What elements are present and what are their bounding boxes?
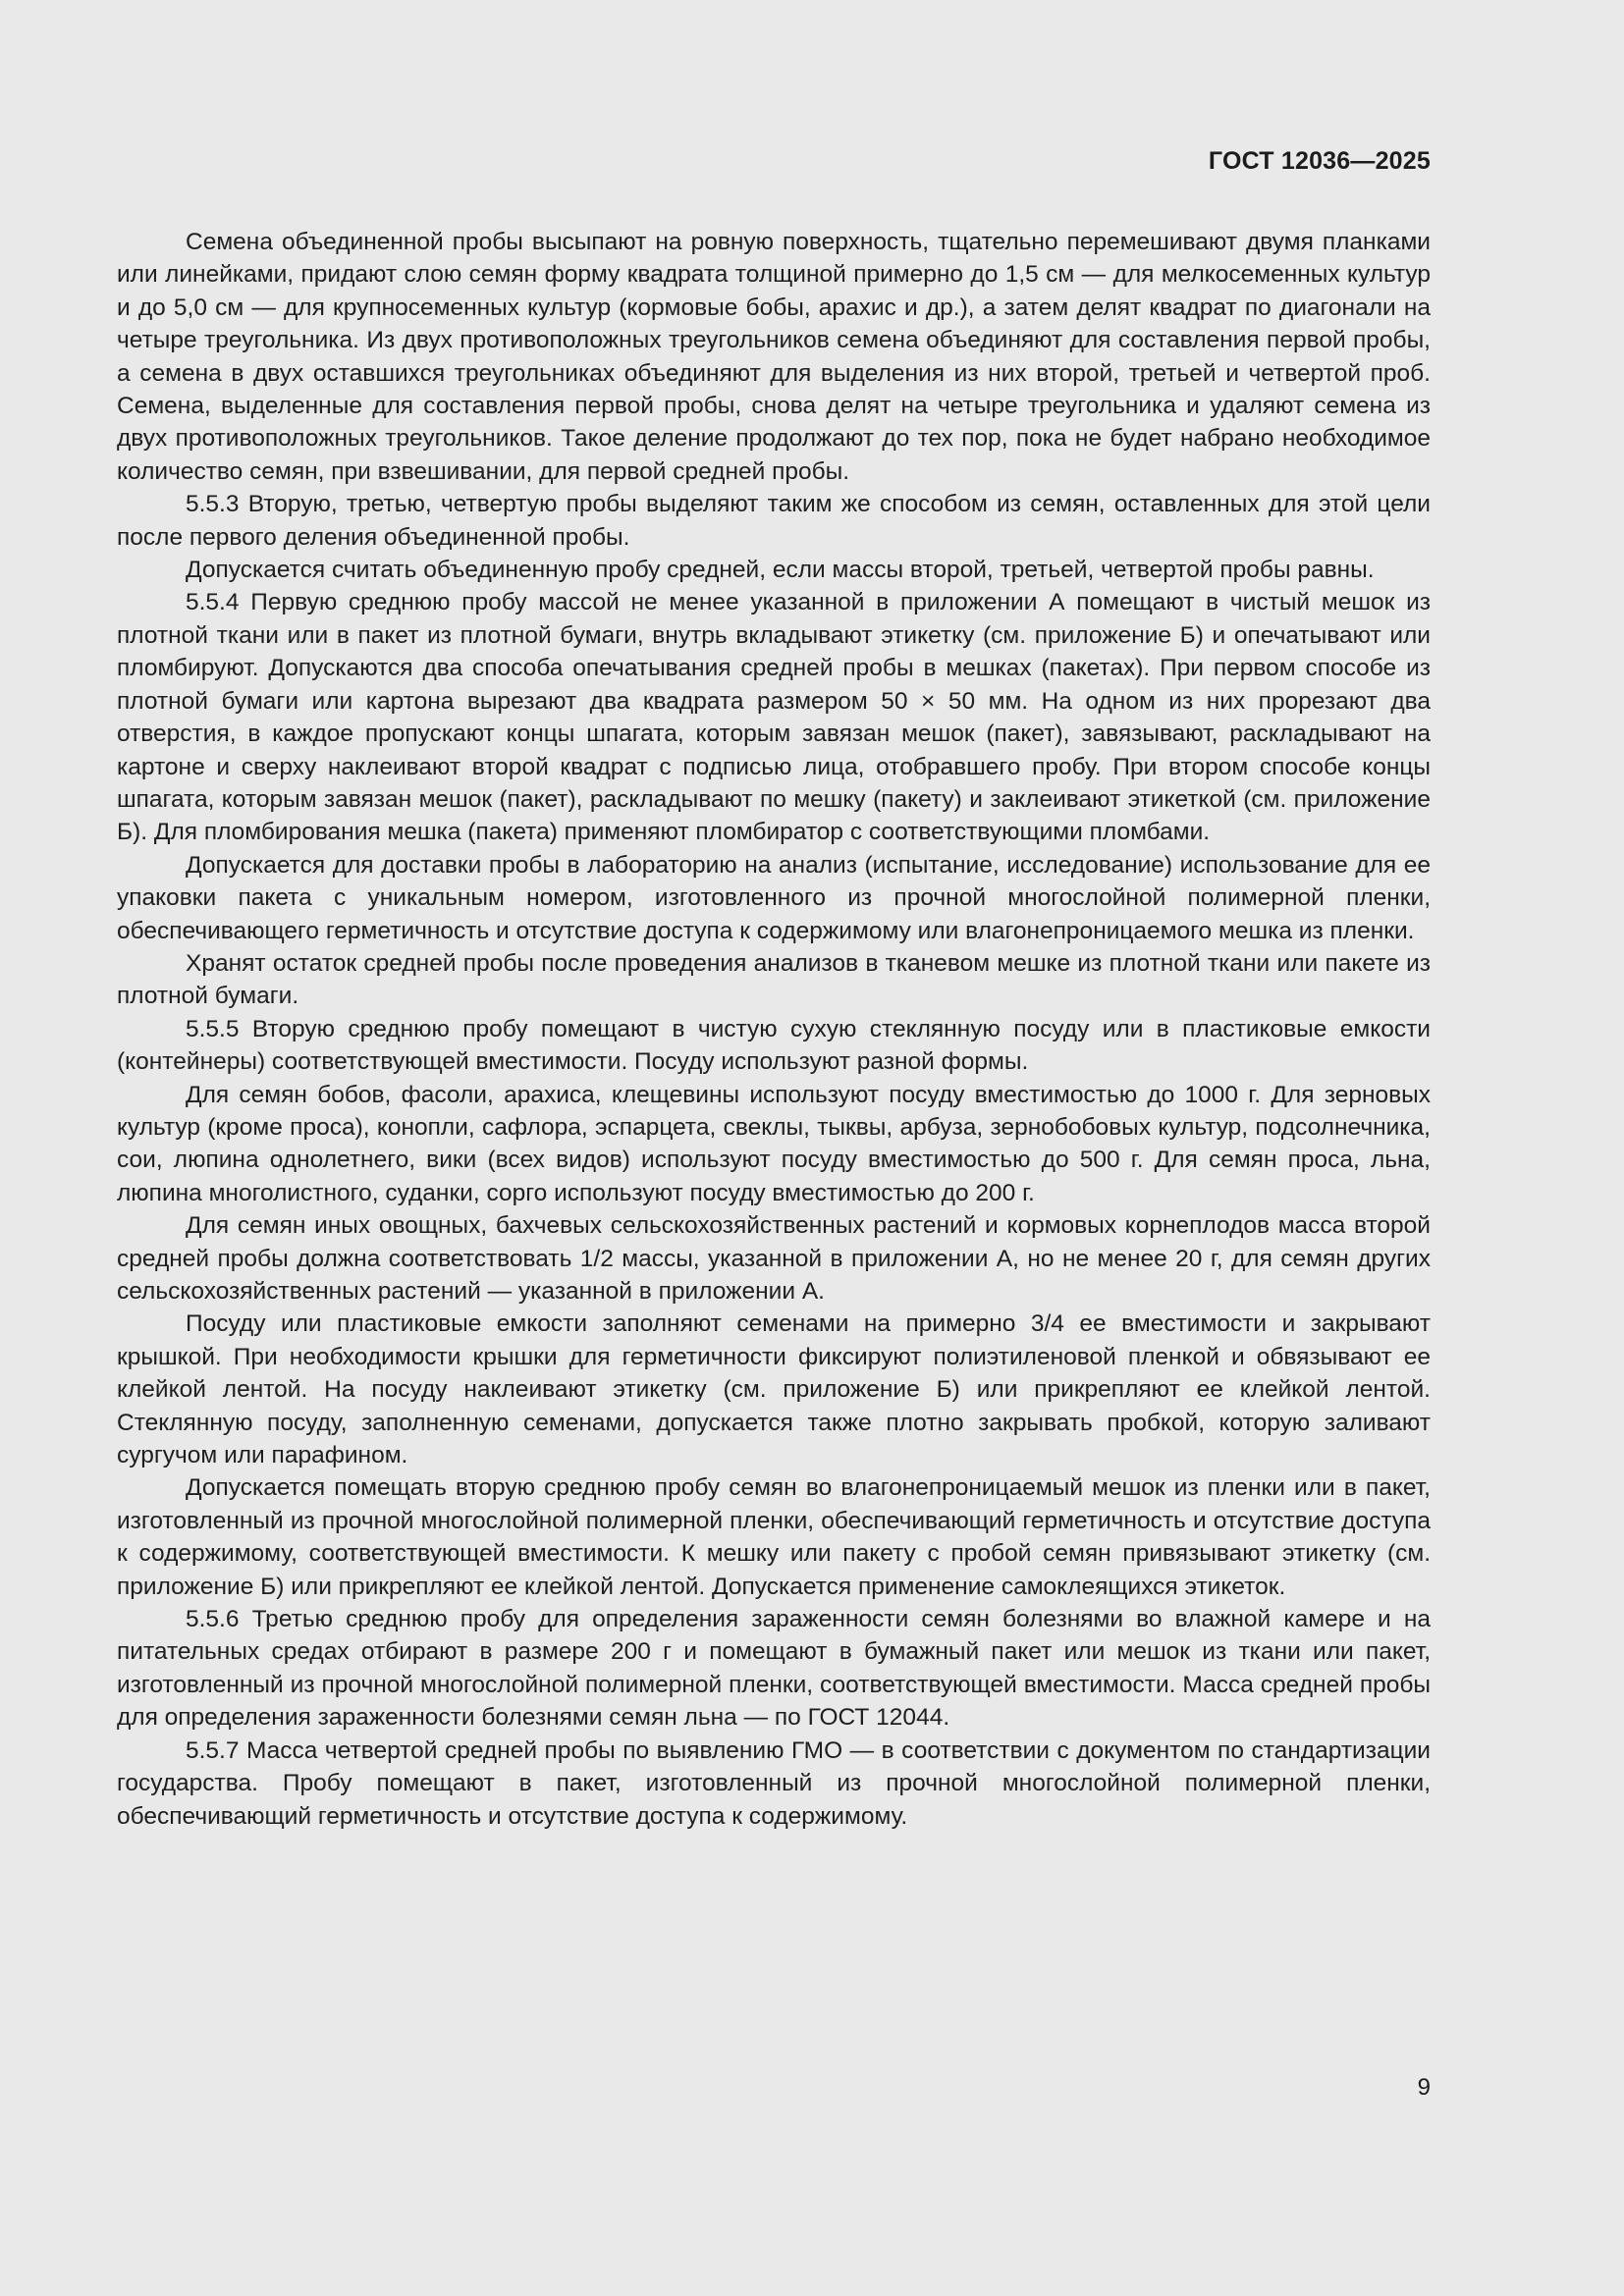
paragraph: 5.5.3 Вторую, третью, четвертую пробы выделяют таким же способом из семян, оставленных для этой цели после первого деления объединенной пробы. [117, 491, 1431, 551]
paragraph: Посуду или пластиковые емкости заполняют семенами на примерно 3/4 ее вместимости и закрывают крышкой. При необходимости крышки для герметичности фиксируют полиэтиленовой пленкой и обвязывают ее клейкой лентой. На посуду наклеивают этикетку (см. приложение Б) или прикрепляют ее клейкой лентой. Стеклянную посуду, заполненную семенами, допускается также плотно закрывать пробкой, которую заливают сургучом или парафином. [117, 1310, 1431, 1469]
paragraph: Допускается помещать вторую среднюю пробу семян во влагонепроницаемый мешок из пленки или в пакет, изготовленный из прочной многослойной полимерной пленки, обеспечивающий герметичность и отсутствие доступа к содержимому, соответствующей вместимости. К мешку или пакету с пробой семян привязывают этикетку (см. приложение Б) или прикрепляют ее клейкой лентой. Допускается применение самоклеящихся этикеток. [117, 1474, 1431, 1600]
paragraph: Хранят остаток средней пробы после проведения анализов в тканевом мешке из плотной ткани или пакете из плотной бумаги. [117, 949, 1431, 1010]
body-text [117, 226, 1431, 1833]
paragraph: 5.5.6 Третью среднюю пробу для определения зараженности семян болезнями во влажной камере и на питательных средах отбирают в размере 200 г и помещают в бумажный пакет или мешок из ткани или пакет, изготовленный из прочной многослойной полимерной пленки, соответствующей вместимости. Масса средней пробы для определения зараженности болезнями семян льна — по ГОСТ 12044. [117, 1606, 1431, 1732]
paragraph: 5.5.4 Первую среднюю пробу массой не менее указанной в приложении А помещают в чистый мешок из плотной ткани или в пакет из плотной бумаги, внутрь вкладывают этикетку (см. приложение Б) и опечатывают или пломбируют. Допускаются два способа опечатывания средней пробы в мешках (пакетах). При первом способе из плотной бумаги или картона вырезают два квадрата размером 50 × 50 мм. На одном из них прорезают два отверстия, в каждое пропускают концы шпагата, которым завязан мешок (пакет), завязывают, раскладывают на картоне и сверху наклеивают второй квадрат с подписью лица, отобравшего пробу. При втором способе концы шпагата, которым завязан мешок (пакет), раскладывают по мешку (пакету) и заклеивают этикеткой (см. приложение Б). Для пломбирования мешка (пакета) применяют пломбиратор с соответствующими пломбами. [117, 589, 1431, 846]
paragraph: Для семян иных овощных, бахчевых сельскохозяйственных растений и кормовых корнеплодов масса второй средней пробы должна соответствовать 1/2 массы, указанной в приложении А, но не менее 20 г, для семян других сельскохозяйственных растений — указанной в приложении А. [117, 1212, 1431, 1305]
paragraph: 5.5.5 Вторую среднюю пробу помещают в чистую сухую стеклянную посуду или в пластиковые емкости (контейнеры) соответствующей вместимости. Посуду используют разной формы. [117, 1015, 1431, 1076]
paragraph: Семена объединенной пробы высыпают на ровную поверхность, тщательно перемешивают двумя планками или линейками, придают слою семян форму квадрата толщиной примерно до 1,5 см — для мелкосеменных культур и до 5,0 см — для крупносеменных культур (кормовые бобы, арахис и др.), а затем делят квадрат по диагонали на четыре треугольника. Из двух противоположных треугольников семена объединяют для составления первой пробы, а семена в двух оставшихся треугольниках объединяют для выделения из них второй, третьей и четвертой проб. Семена, выделенные для составления первой пробы, снова делят на четыре треугольника и удаляют семена из двух противоположных треугольников. Такое деление продолжают до тех пор, пока не будет набрано необходимое количество семян, при взвешивании, для первой средней пробы. [117, 229, 1431, 485]
paragraph: 5.5.7 Масса четвертой средней пробы по выявлению ГМО — в соответствии с документом по стандартизации государства. Пробу помещают в пакет, изготовленный из прочной многослойной полимерной пленки, обеспечивающий герметичность и отсутствие доступа к содержимому. [117, 1736, 1431, 1830]
page-number: 9 [1417, 2074, 1431, 2101]
paragraph: Допускается для доставки пробы в лабораторию на анализ (испытание, исследование) использование для ее упаковки пакета с уникальным номером, изготовленного из прочной многослойной полимерной пленки, обеспечивающего герметичность и отсутствие доступа к содержимому или влагонепроницаемого мешка из пленки. [117, 851, 1431, 944]
paragraph: Для семян бобов, фасоли, арахиса, клещевины используют посуду вместимостью до 1000 г. Для зерновых культур (кроме проса), конопли, сафлора, эспарцета, свеклы, тыквы, арбуза, зернобобовых культур, подсолнечника, сои, люпина однолетнего, вики (всех видов) используют посуду вместимостью до 500 г. Для семян проса, льна, люпина многолистного, суданки, сорго используют посуду вместимостью до 200 г. [117, 1081, 1431, 1206]
paragraph: Допускается считать объединенную пробу средней, если массы второй, третьей, четвертой пробы равны. [186, 557, 1375, 584]
standard-header: ГОСТ 12036—2025 [1208, 147, 1431, 175]
